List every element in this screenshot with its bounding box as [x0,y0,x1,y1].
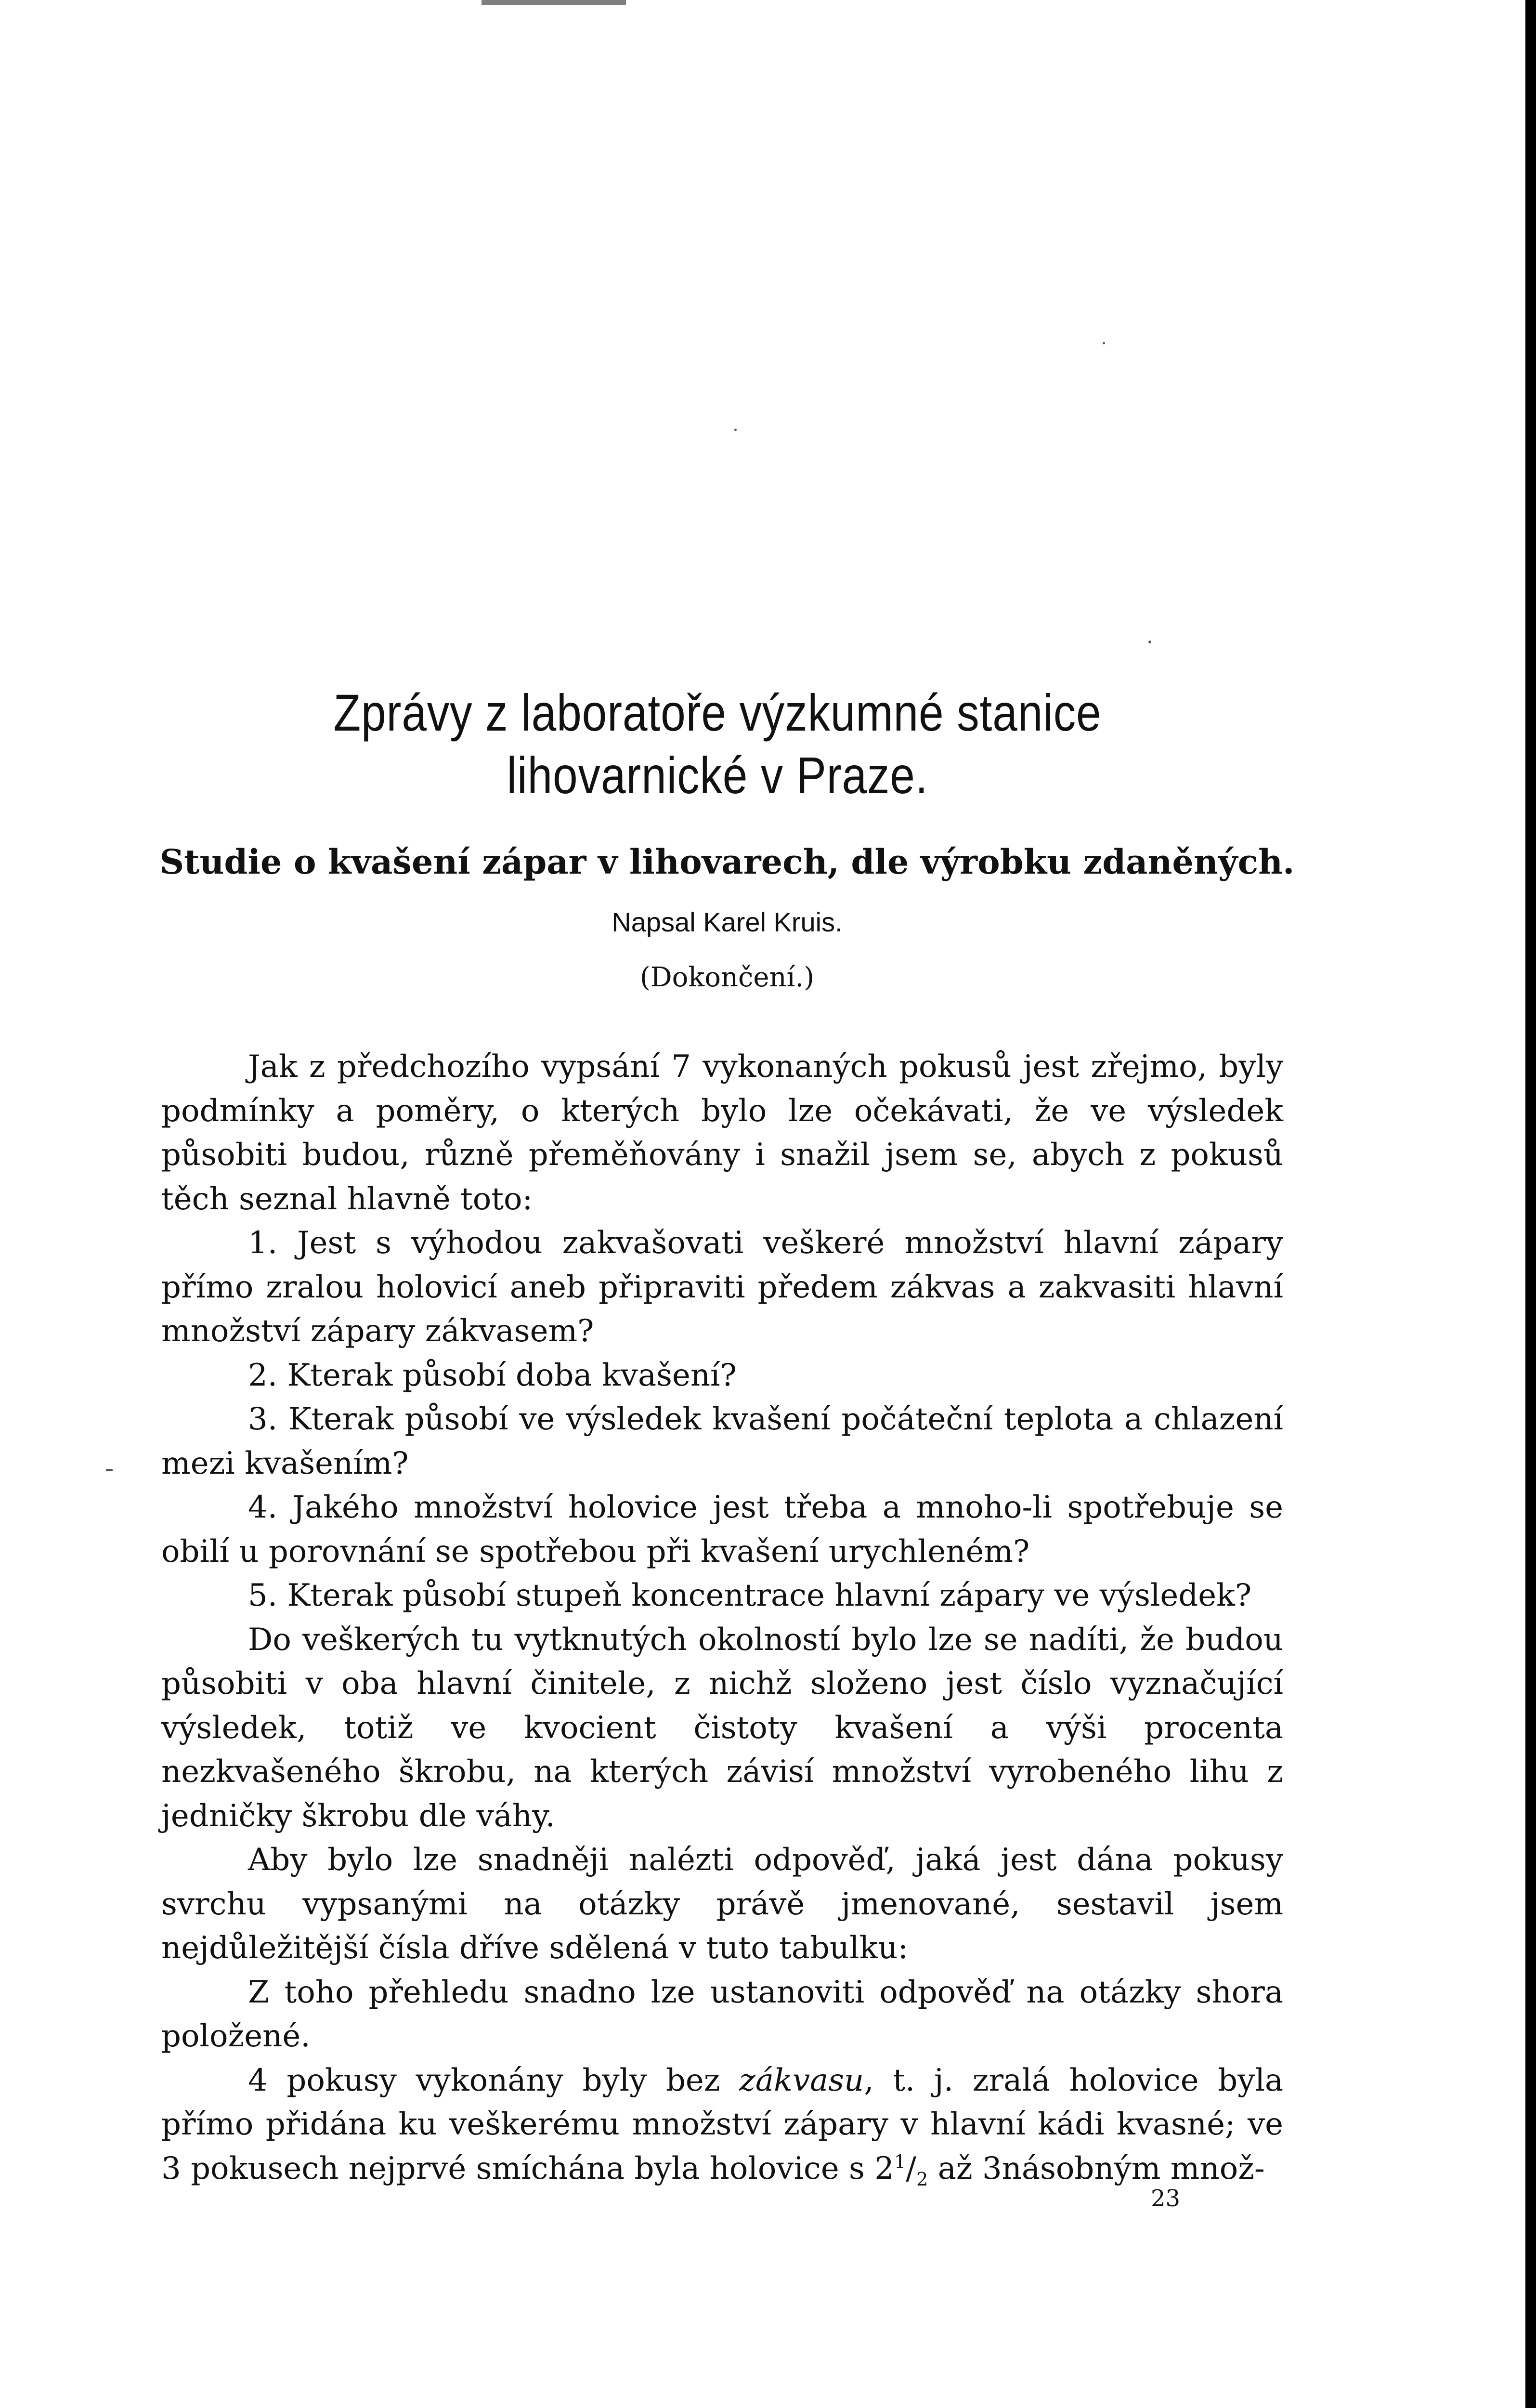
paragraph-last [161,2059,1283,2191]
speck [1148,641,1151,643]
author-line: Napsal Karel Kruis. [612,907,843,937]
paragraph: Z toho přehledu snadno lze ustanoviti odpověď na otázky shora položené. [161,1974,1283,2054]
page-number: 23 [1151,2185,1181,2212]
question-2: 2. Kterak působí doba kvašení? [248,1357,737,1393]
scan-edge-top [482,0,626,5]
fraction-denominator: 2 [916,2168,928,2190]
italic-term: zákvasu [739,2062,864,2098]
paragraph: Jak z předchozího vypsání 7 vykonaných pokusů jest zřejmo, byly podmínky a poměry, o kterých bylo lze očekávati, že ve výsledek působiti budou, různě přeměňovány i snažil jsem se, abych z pokusů těch seznal hlavně toto: [161,1049,1283,1217]
text-run: 4 pokusy vykonány byly bez [248,2062,740,2098]
speck [1103,342,1105,344]
body-text [161,1045,1283,2191]
question-3: 3. Kterak působí ve výsledek kvašení počáteční teplota a chlazení mezi kvašením? [161,1401,1283,1481]
fraction-numerator: 1 [894,2151,906,2173]
continued-note: (Dokončení.) [639,962,815,993]
paragraph: Aby bylo lze snadněji nalézti odpověď, jaká jest dána pokusy svrchu vypsanými na otázky právě jmenované, sestavil jsem nejdůležitější čísla dříve sdělená v tuto tabulku: [161,1842,1283,1966]
text-run: , t. j. zralá holovice byla přímo přidána ku veškerému množství zápary v hlavní kádi kvasné; ve 3 pokusech nejprvé smíchána byla holovice s 2 [161,2062,1283,2186]
question-5: 5. Kterak působí stupeň koncentrace hlavní zápary ve výsledek? [248,1578,1252,1613]
text-run: až 3násobným množ- [928,2150,1265,2186]
article-subtitle: Studie o kvašení zápar v lihovarech, dle výrobku zdaněných. [159,842,1295,882]
page-title: Zprávy z laboratoře výzkumné stanice lihovarnické v Praze. [333,683,1102,804]
speck [734,429,737,431]
speck [106,1469,113,1471]
paragraph: Do veškerých tu vytknutých okolností bylo lze se nadíti, že budou působiti v oba hlavní činitele, z nichž složeno jest číslo vyznačující výsledek, totiž ve kvocient čistoty kvašení a výši procenta nezkvašeného škrobu, na kterých závisí množství vyrobeného lihu z jedničky škrobu dle váhy. [161,1622,1283,1834]
fraction-separator: / [906,2150,916,2186]
scan-edge-right [1525,0,1536,2408]
question-4: 4. Jakého množství holovice jest třeba a mnoho-li spotřebuje se obilí u porovnání se spotřebou při kvašení urychleném? [161,1490,1283,1570]
question-1: 1. Jest s výhodou zakvašovati veškeré množství hlavní zápary přímo zralou holovicí aneb připraviti předem zákvas a zakvasiti hlavní množství zápary zákvasem? [161,1225,1283,1349]
